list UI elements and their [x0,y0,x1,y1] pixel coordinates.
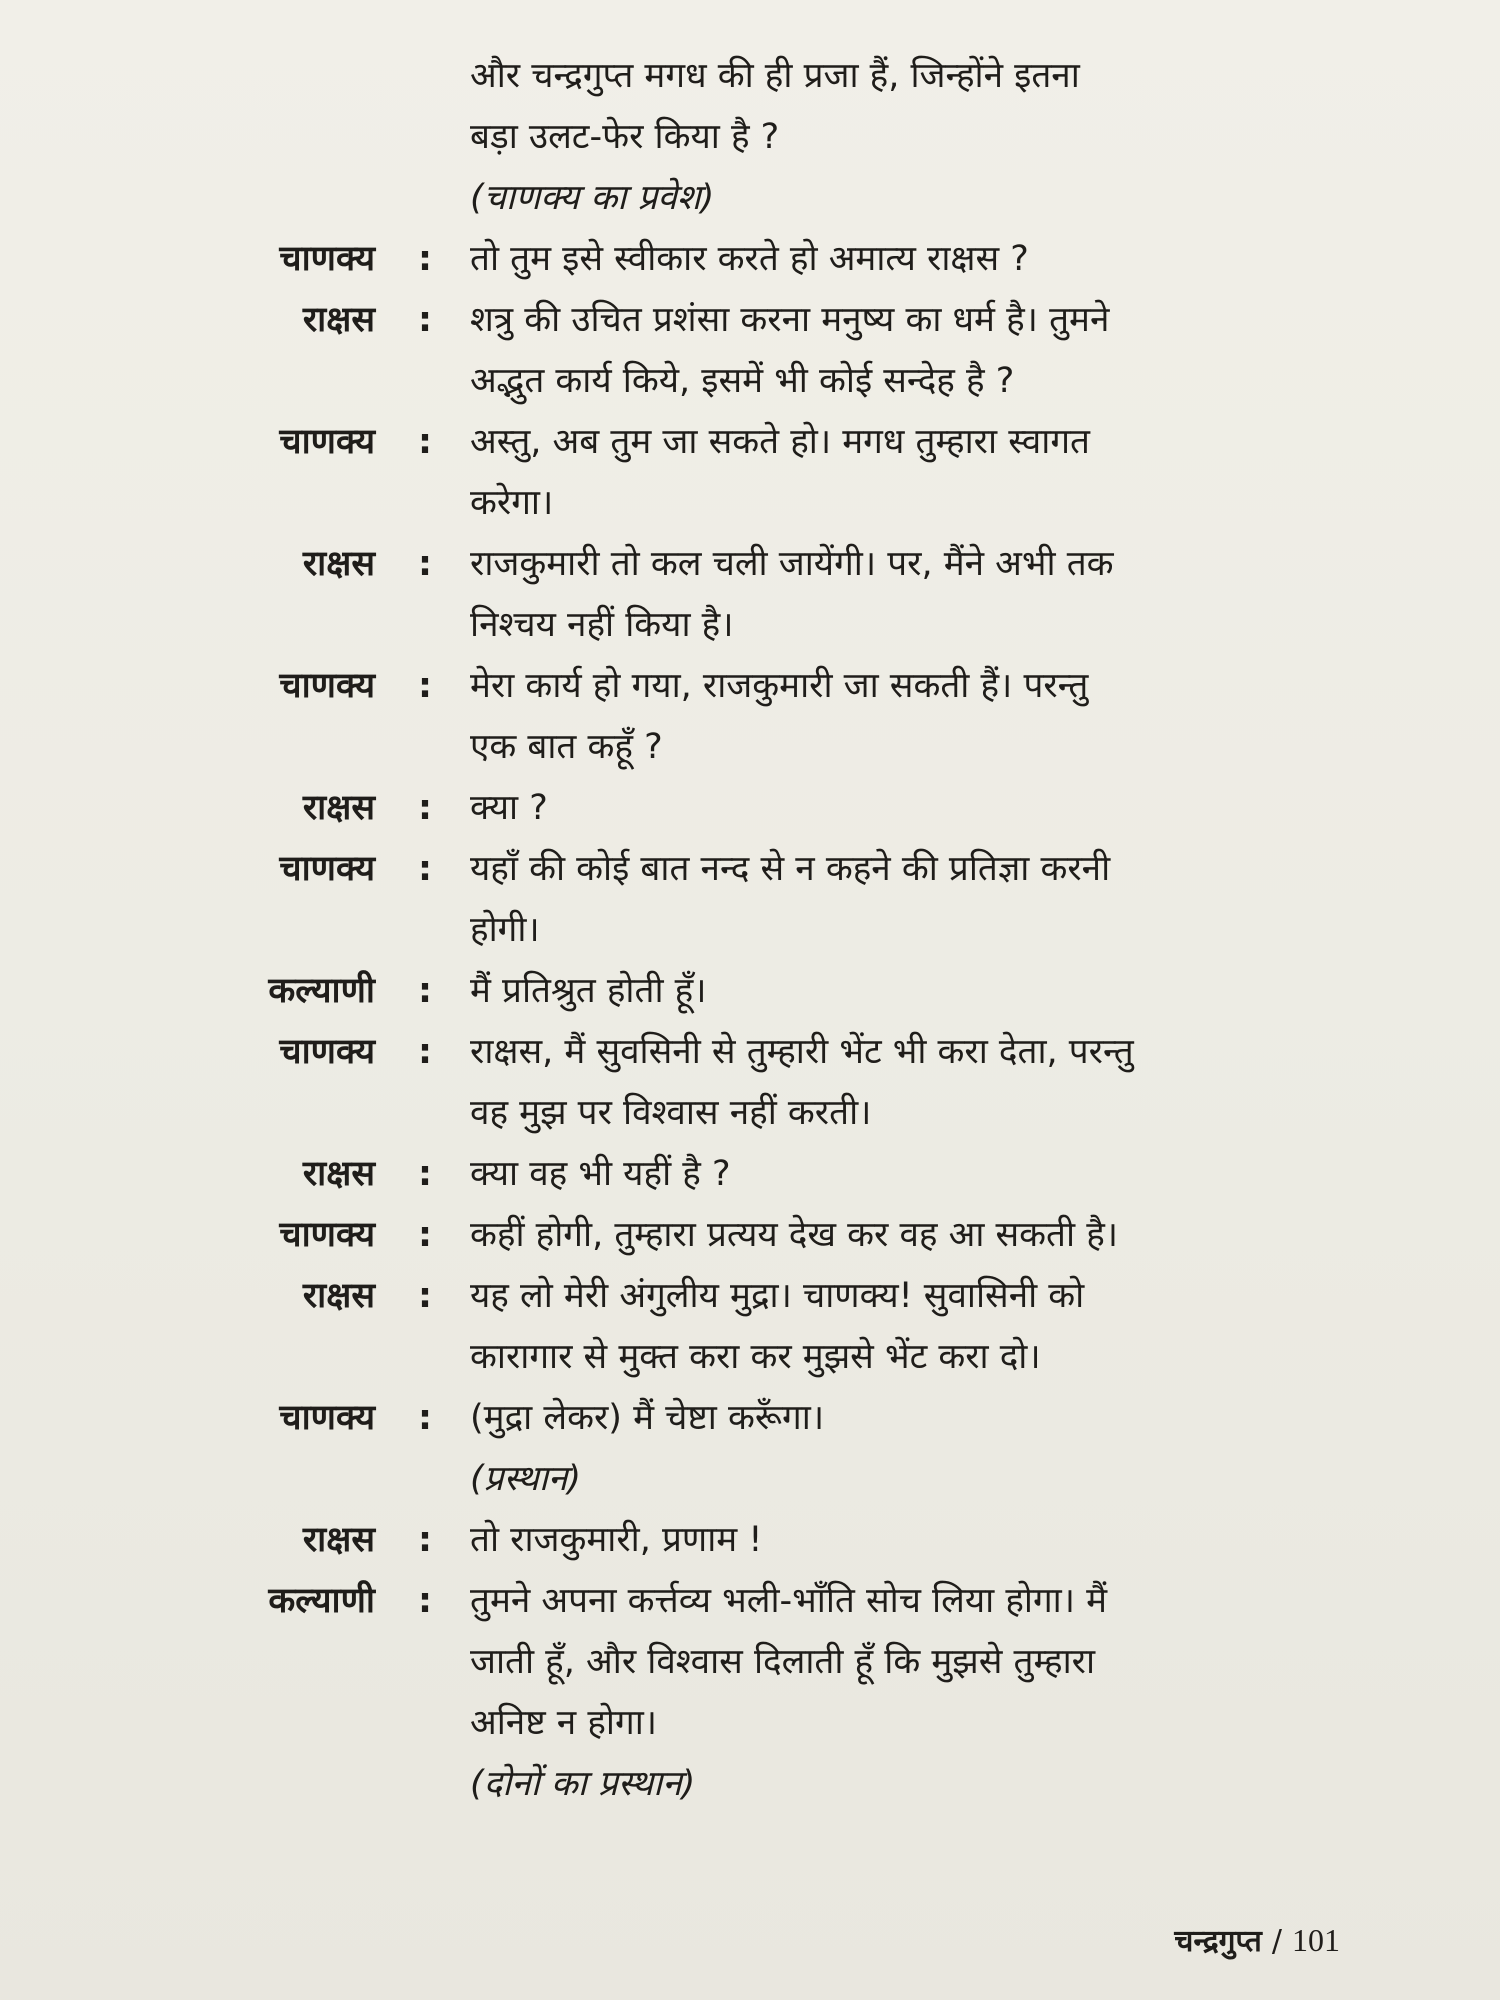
dialogue-text: राजकुमारी तो कल चली जायेंगी। पर, मैंने अभी तक [470,544,1114,584]
dialogue-text: तो तुम इसे स्वीकार करते हो अमात्य राक्षस ? [470,239,1029,279]
dialogue-text: जाती हूँ, और विश्वास दिलाती हूँ कि मुझसे तुम्हारा [470,1642,1096,1682]
footer-separator: / [1271,1924,1282,1959]
speaker-colon: : [418,1276,432,1316]
speaker-colon: : [418,1215,432,1255]
speaker-colon: : [418,300,432,340]
dialogue-text: यहाँ की कोई बात नन्द से न कहने की प्रतिज्ञा करनी [470,849,1111,889]
dialogue-line [0,1266,1500,1327]
stage-direction-line [0,1754,1500,1815]
dialogue-line [0,107,1500,168]
dialogue-line [0,1205,1500,1266]
dialogue-line [0,595,1500,656]
dialogue-text: वह मुझ पर विश्वास नहीं करती। [470,1093,872,1133]
dialogue-text: कहीं होगी, तुम्हारा प्रत्यय देख कर वह आ सकती है। [470,1215,1119,1255]
dialogue-text: मेरा कार्य हो गया, राजकुमारी जा सकती हैं। परन्तु [470,666,1089,706]
dialogue-line [0,656,1500,717]
dialogue-line [0,717,1500,778]
footer-book-title: चन्द्रगुप्त [1174,1924,1262,1959]
dialogue-text: और चन्द्रगुप्त मगध की ही प्रजा हैं, जिन्होंने इतना [470,56,1080,96]
speaker-colon: : [418,788,432,828]
speaker-colon: : [418,849,432,889]
speaker-name: राक्षस [302,1520,375,1560]
dialogue-text: तुमने अपना कर्त्तव्य भली-भाँति सोच लिया होगा। मैं [470,1581,1108,1621]
speaker-name: चाणक्य [279,849,375,889]
stage-direction-text: (चाणक्य का प्रवेश) [470,178,715,218]
dialogue-text: क्या वह भी यहीं है ? [470,1154,731,1194]
dialogue-text: होगी। [470,910,540,950]
dialogue-text: शत्रु की उचित प्रशंसा करना मनुष्य का धर्म है। तुमने [470,300,1110,340]
dialogue-text: तो राजकुमारी, प्रणाम ! [470,1520,763,1560]
play-dialogue [0,46,1500,1815]
speaker-colon: : [418,1032,432,1072]
dialogue-line [0,900,1500,961]
dialogue-line [0,1144,1500,1205]
page-footer [1174,1920,1340,1962]
stage-direction-line [0,1449,1500,1510]
dialogue-line [0,1327,1500,1388]
dialogue-line [0,229,1500,290]
dialogue-text: निश्चय नहीं किया है। [470,605,734,645]
dialogue-line [0,1571,1500,1632]
speaker-name: राक्षस [302,788,375,828]
dialogue-line [0,412,1500,473]
dialogue-line [0,534,1500,595]
dialogue-line [0,1022,1500,1083]
speaker-colon: : [418,971,432,1011]
dialogue-text: करेगा। [470,483,554,523]
speaker-name: कल्याणी [268,971,375,1011]
stage-direction-line [0,168,1500,229]
speaker-name: राक्षस [302,544,375,584]
speaker-name: चाणक्य [279,1215,375,1255]
speaker-colon: : [418,1154,432,1194]
dialogue-line [0,1510,1500,1571]
dialogue-text: राक्षस, मैं सुवसिनी से तुम्हारी भेंट भी करा देता, परन्तु [470,1032,1134,1072]
speaker-colon: : [418,422,432,462]
speaker-colon: : [418,1581,432,1621]
speaker-name: चाणक्य [279,1398,375,1438]
dialogue-text: अनिष्ट न होगा। [470,1703,658,1743]
dialogue-line [0,1388,1500,1449]
dialogue-line [0,839,1500,900]
speaker-colon: : [418,239,432,279]
speaker-colon: : [418,666,432,706]
dialogue-line [0,351,1500,412]
stage-direction-text: (प्रस्थान) [470,1459,581,1499]
speaker-colon: : [418,1520,432,1560]
speaker-colon: : [418,544,432,584]
dialogue-text: अद्भुत कार्य किये, इसमें भी कोई सन्देह है ? [470,361,1015,401]
dialogue-text: क्या ? [470,788,548,828]
dialogue-line [0,290,1500,351]
dialogue-line [0,473,1500,534]
speaker-name: चाणक्य [279,422,375,462]
dialogue-line [0,778,1500,839]
dialogue-line [0,1693,1500,1754]
speaker-name: राक्षस [302,1154,375,1194]
dialogue-text: बड़ा उलट-फेर किया है ? [470,117,780,157]
stage-direction-text: (दोनों का प्रस्थान) [470,1764,696,1804]
speaker-name: राक्षस [302,300,375,340]
speaker-name: राक्षस [302,1276,375,1316]
dialogue-text: एक बात कहूँ ? [470,727,663,767]
dialogue-text: यह लो मेरी अंगुलीय मुद्रा। चाणक्य! सुवासिनी को [470,1276,1085,1316]
speaker-colon: : [418,1398,432,1438]
dialogue-text: अस्तु, अब तुम जा सकते हो। मगध तुम्हारा स्वागत [470,422,1090,462]
page-number: 101 [1292,1922,1340,1958]
dialogue-text: मैं प्रतिश्रुत होती हूँ। [470,971,707,1011]
speaker-name: कल्याणी [268,1581,375,1621]
speaker-name: चाणक्य [279,239,375,279]
speaker-name: चाणक्य [279,1032,375,1072]
dialogue-text: कारागार से मुक्त करा कर मुझसे भेंट करा दो। [470,1337,1041,1377]
dialogue-text: (मुद्रा लेकर) मैं चेष्टा करूँगा। [470,1398,825,1438]
speaker-name: चाणक्य [279,666,375,706]
dialogue-line [0,1083,1500,1144]
dialogue-line [0,46,1500,107]
dialogue-line [0,1632,1500,1693]
dialogue-line [0,961,1500,1022]
